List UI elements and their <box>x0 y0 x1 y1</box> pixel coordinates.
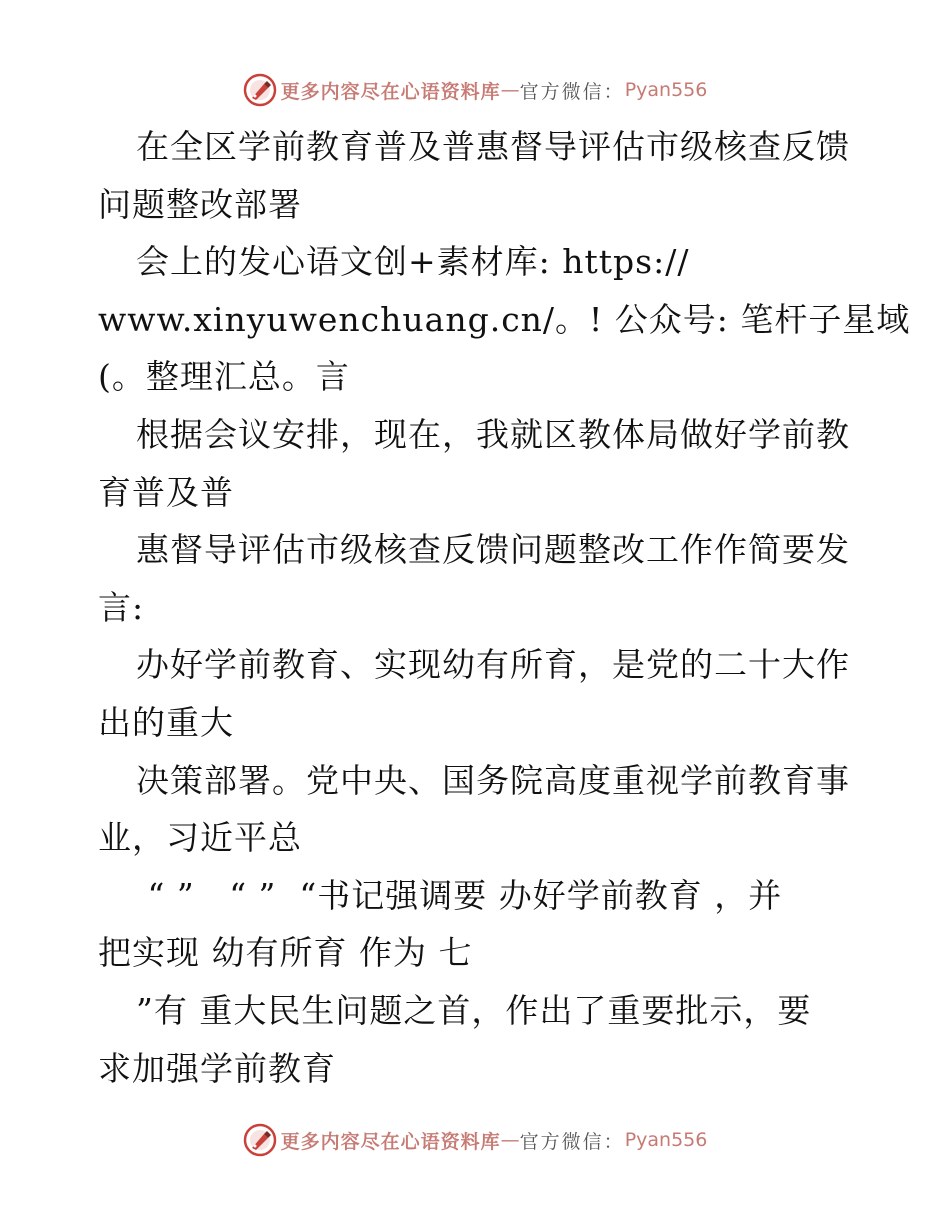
body-line: 根据会议安排，现在，我就区教体局做好学前教 <box>136 414 850 454</box>
body-line: 在全区学前教育普及普惠督导评估市级核查反馈 <box>136 127 850 166</box>
body-line: “ ” “ ” “书记强调要 办好学前教育 ，并 <box>136 875 783 915</box>
body-line: 办好学前教育、实现幼有所育，是党的二十大作 <box>136 645 850 685</box>
banner-main-text: 更多内容尽在心语资料库 <box>280 1130 501 1153</box>
footer-banner <box>0 1120 950 1160</box>
banner-wechat-id: Pyan556 <box>624 79 708 101</box>
banner-wechat-id: Pyan556 <box>624 1129 708 1151</box>
body-line: 惠督导评估市级核查反馈问题整改工作作简要发 <box>136 530 850 570</box>
banner-official-label: 官方微信： <box>519 1130 625 1153</box>
body-line: ”有 重大民生问题之首，作出了重要批示，要 <box>136 990 812 1030</box>
body-line: 决策部署。党中央、国务院高度重视学前教育事 <box>136 760 850 800</box>
pen-nib-logo-icon <box>243 1123 277 1157</box>
header-banner <box>0 70 950 110</box>
body-line: 求加强学前教育 <box>98 1048 336 1088</box>
banner-main-text: 更多内容尽在心语资料库 <box>280 80 501 103</box>
body-line: 会上的发心语文创+素材库: https:// <box>136 242 690 282</box>
banner-separator: — <box>500 79 520 101</box>
banner-separator: — <box>500 1129 520 1151</box>
document-body <box>98 118 911 1097</box>
body-line: (。整理汇总。言 <box>98 357 350 397</box>
body-line: 育普及普 <box>98 472 234 512</box>
pen-nib-logo-icon <box>243 73 277 107</box>
body-line: 问题整改部署 <box>98 184 302 224</box>
body-line: 言: <box>98 587 145 627</box>
body-line: 出的重大 <box>98 702 234 742</box>
body-line: 业，习近平总 <box>98 818 302 858</box>
banner-official-label: 官方微信： <box>519 80 625 103</box>
body-line: www.xinyuwenchuang.cn/。! 公众号: 笔杆子星域 <box>98 299 911 339</box>
body-line: 把实现 幼有所育 作为 七 <box>98 933 473 973</box>
